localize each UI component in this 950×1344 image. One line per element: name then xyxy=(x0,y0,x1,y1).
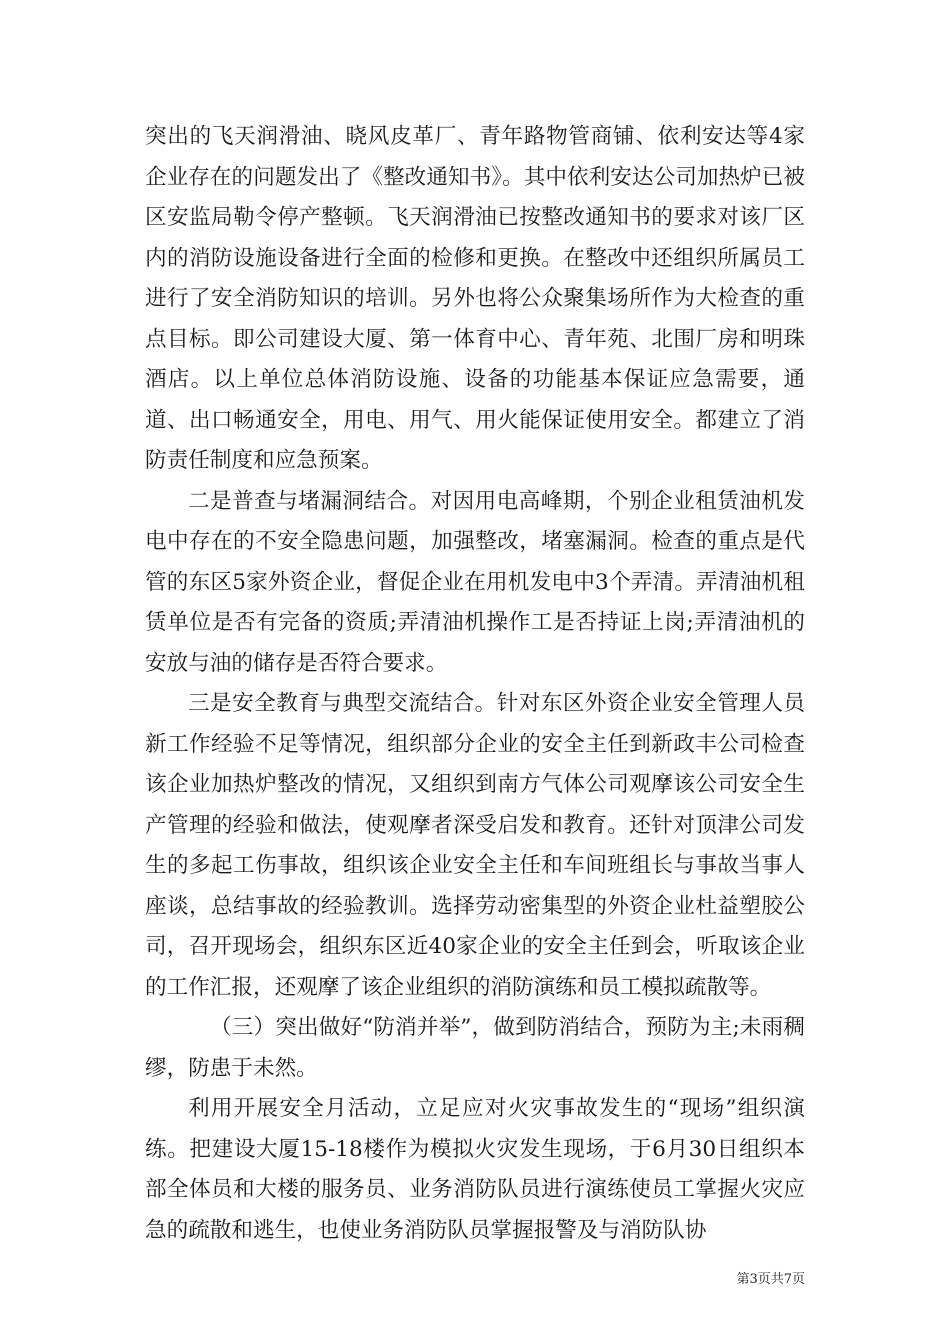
page-number: 第3页共7页 xyxy=(736,1272,805,1287)
paragraph-survey-plugging-loopholes: 二是普查与堵漏洞结合。对因用电高峰期，个别企业租赁油机发电中存在的不安全隐患问题，加强整改，堵塞漏洞。检查的重点是代管的东区5家外资企业，督促企业在用机发电中3个弄清。弄清油机租赁单位是否有完备的资质;弄清油机操作工是否持证上岗;弄清油机的安放与油的储存是否符合要求。 xyxy=(145,488,805,676)
paragraph-fire-drill: 利用开展安全月活动，立足应对火灾事故发生的“现场”组织演练。把建设大厦15-18楼作为模拟火灾发生现场，于6月30日组织本部全体员和大楼的服务员、业务消防队员进行演练使员工掌握火灾应急的疏散和逃生，也使业务消防队员掌握报警及与消防队协 xyxy=(145,1096,805,1243)
paragraph-safety-education: 三是安全教育与典型交流结合。针对东区外资企业安全管理人员新工作经验不足等情况，组织部分企业的安全主任到新政丰公司检查该企业加热炉整改的情况，又组织到南方气体公司观摩该公司安全生产管理的经验和做法，使观摩者深受启发和教育。还针对顶津公司发生的多起工伤事故，组织该企业安全主任和车间班组长与事故当事人座谈，总结事故的经验教训。选择劳动密集型的外资企业杜益塑胶公司，召开现场会，组织东区近40家企业的安全主任到会，听取该企业的工作汇报，还观摩了该企业组织的消防演练和员工模拟疏散等。 xyxy=(145,691,805,1000)
paragraph-continued-inspection: 突出的飞天润滑油、晓风皮革厂、青年路物管商铺、依利安达等4家企业存在的问题发出了《整改通知书》。其中依利安达公司加热炉已被区安监局勒令停产整顿。飞天润滑油已按整改通知书的要求对该厂区内的消防设施设备进行全面的检修和更换。在整改中还组织所属员工进行了安全消防知识的培训。另外也将公众聚集场所作为大检查的重点目标。即公司建设大厦、第一体育中心、青年苑、北围厂房和明珠酒店。以上单位总体消防设施、设备的功能基本保证应急需要，通道、出口畅通安全，用电、用气、用火能保证使用安全。都建立了消防责任制度和应急预案。 xyxy=(145,124,805,473)
document-body xyxy=(145,117,805,1251)
section-heading-prevention: （三）突出做好“防消并举”，做到防消结合，预防为主;未雨稠缪，防患于未然。 xyxy=(145,1015,805,1081)
